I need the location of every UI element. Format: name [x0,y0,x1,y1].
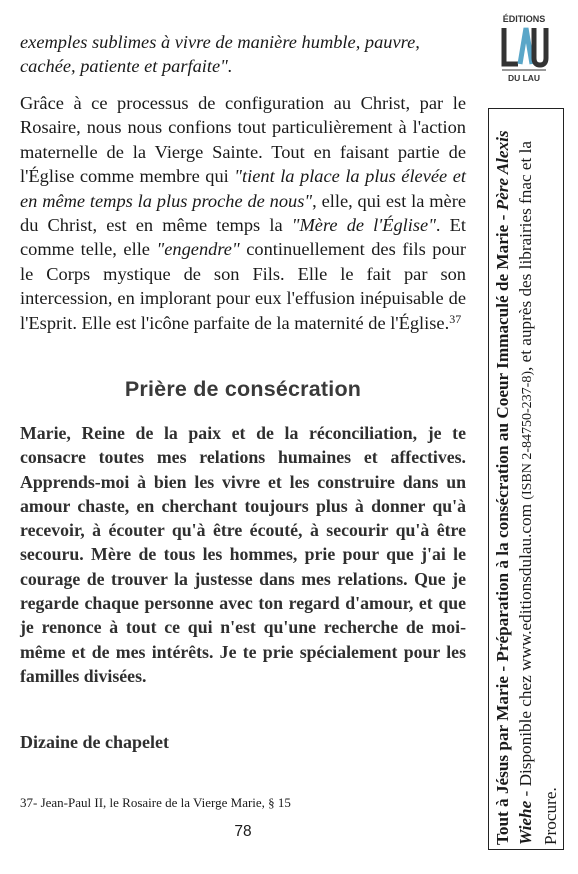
logo-icon [496,12,552,84]
quote-continuation [20,30,466,79]
body-paragraph [20,91,466,335]
sidebar-author: Père Alexis Wiehe [493,130,535,845]
quote-line-2: cachée, patiente et parfaite". [20,56,233,77]
footnote: 37- Jean-Paul II, le Rosaire de la Vierge Marie, § 15 [20,795,291,810]
body-segment-italic: "Mère de l'Église" [291,215,436,236]
sidebar-text [489,109,564,850]
body-segment: , elle, qui est la mère du Christ, est en même temps la [20,190,466,236]
body-paragraph-text [20,91,466,335]
sidebar-availability: - Disponible chez www.editionsdulau.com [515,499,535,801]
body-segment: Grâce à ce processus de configuration au Christ, par le Rosaire, nous nous confions tout particulièrement à l'action maternelle de la Vierge Sainte. Tout en faisant partie de l'Église comme membre qui [20,93,466,187]
page-number: 78 [234,823,252,840]
book-info-sidebar [488,108,564,850]
body-segment: continuellement des fils pour le Corps mystique de son Fils. Elle le fait par son intercession, en implorant pour eux l'effusion inépuisable de l'Esprit. Elle est l'icône parfaite de la maternité de l'Église. [20,239,466,333]
logo-top-text: ÉDITIONS [502,14,546,24]
sidebar-title: Tout à Jésus par Marie - Préparation à la consécration au Coeur Immaculé de Marie - [493,214,512,845]
body-segment-italic: "tient la place la plus élevée et en même temps la plus proche de nous" [20,166,466,211]
section-heading: Prière de consécration [124,377,362,401]
body-segment-italic: "engendre" [156,239,240,260]
body-segment: . Et comme telle, elle [20,215,466,260]
prayer-block [20,421,466,688]
footnote-reference[interactable]: 37 [449,311,462,326]
sidebar-isbn: (ISBN 2-84750-237-8) [519,370,535,500]
prayer-text: Marie, Reine de la paix et de la réconciliation, je te consacre toutes mes relations humaines et affectives. Apprends-moi à bien les vivre et les construire dans un amour chaste, en cherchant toujours plus à donner qu'à recevoir, à écouter qu'à être écouté, à secourir qu'à être secouru. Mère de tous les hommes, prie pour que j'ai le courage de trouver la justesse dans mes relations. Que je regarde chaque personne avec ton regard d'amour, et que je renonce à tout ce qui n'est qu'une recherche de moi-même et de mes intérêts. Je te prie spécialement pour les familles divisées. [20,423,466,686]
logo-bottom-text: DU LAU [507,73,541,83]
sidebar-availability-end: , et auprès des librairies fnac et la Procure. [515,140,560,845]
dizaine-heading: Dizaine de chapelet [20,732,169,752]
quote-line-1: exemples sublimes à vivre de manière humble, pauvre, [20,32,420,52]
editions-du-lau-logo [496,12,552,84]
